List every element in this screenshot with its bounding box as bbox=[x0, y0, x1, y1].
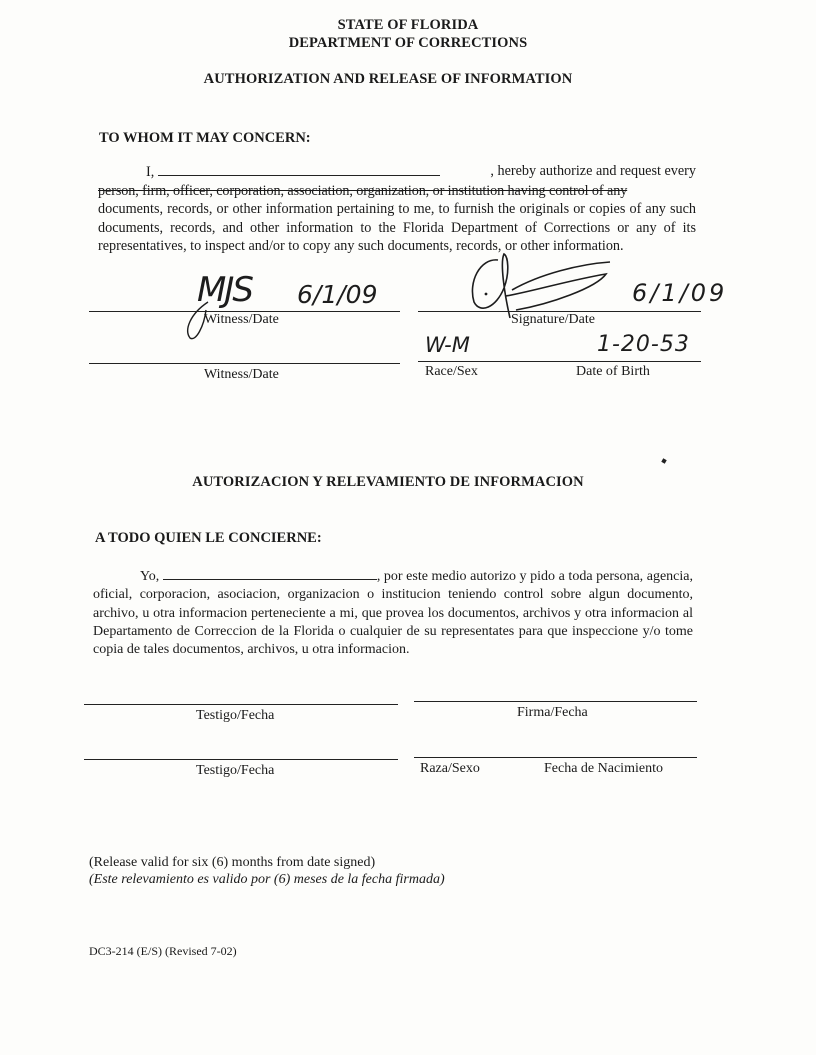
department-heading: DEPARTMENT OF CORRECTIONS bbox=[288, 35, 528, 51]
witness-date-label-2: Witness/Date bbox=[204, 367, 279, 382]
english-intro: I, bbox=[146, 164, 155, 180]
race-sex-label: Race/Sex bbox=[425, 364, 478, 379]
validity-note-spanish: (Este relevamiento es valido por (6) meses de la fecha firmada) bbox=[89, 872, 445, 887]
english-salutation: TO WHOM IT MAY CONCERN: bbox=[99, 130, 311, 146]
spanish-body-paragraph bbox=[93, 566, 693, 659]
validity-note-english: (Release valid for six (6) months from date signed) bbox=[89, 855, 376, 870]
date-of-birth-label: Date of Birth bbox=[576, 364, 650, 379]
spanish-salutation: A TODO QUIEN LE CONCIERNE: bbox=[95, 530, 322, 546]
english-body-paragraph bbox=[98, 162, 696, 256]
race-dob-line bbox=[418, 361, 701, 362]
english-name-blank[interactable] bbox=[158, 162, 440, 176]
form-number: DC3-214 (E/S) (Revised 7-02) bbox=[89, 944, 237, 958]
testigo-line-2 bbox=[84, 759, 398, 760]
spanish-name-blank[interactable] bbox=[163, 566, 377, 580]
firma-fecha-label: Firma/Fecha bbox=[517, 705, 588, 720]
signature-date-handwritten: 6/1/09 bbox=[632, 279, 728, 307]
witness-initials-handwritten: MJS bbox=[197, 270, 252, 310]
signature-date-label: Signature/Date bbox=[511, 312, 595, 327]
witness-date-label-1: Witness/Date bbox=[204, 312, 279, 327]
spanish-form-title: AUTORIZACION Y RELEVAMIENTO DE INFORMACION bbox=[192, 474, 584, 490]
race-sex-handwritten: W-M bbox=[425, 333, 470, 357]
raza-nacimiento-line bbox=[414, 757, 697, 758]
english-after-blank: , hereby authorize and request every bbox=[490, 163, 696, 179]
witness-line-2 bbox=[89, 363, 400, 364]
english-body-text: documents, records, or other information pertaining to me, to furnish the originals or copies of any such documents, records, and other information to the Florida Department of Corrections or any of its representatives, to inspect and/or to copy any such documents, records, or other information. bbox=[98, 201, 696, 255]
english-struck-line: person, firm, officer, corporation, association, organization, or institution having control of any bbox=[98, 182, 628, 199]
date-of-birth-handwritten: 1-20-53 bbox=[597, 332, 690, 357]
fecha-nacimiento-label: Fecha de Nacimiento bbox=[544, 761, 663, 776]
spanish-body-text: , por este medio autorizo y pido a toda persona, agencia, oficial, corporacion, asociacion, organizacion o institucion teniendo control sobre algun documento, archivo, u otra informacion perteneciente a mi, que provea los documentos, archivos y otra informacion al Departamento de Correccion de la Florida o cualquier de su representates para que inspeccione y/o tome copia de tales documentos, archivos, u otra informacion. bbox=[93, 569, 694, 658]
testigo-line-1 bbox=[84, 704, 398, 705]
stray-mark bbox=[661, 458, 666, 463]
testigo-fecha-label-1: Testigo/Fecha bbox=[196, 708, 275, 723]
firma-line bbox=[414, 701, 697, 702]
state-heading: STATE OF FLORIDA bbox=[337, 17, 479, 33]
signature-scrawl bbox=[460, 252, 620, 332]
english-form-title: AUTHORIZATION AND RELEASE OF INFORMATION bbox=[203, 71, 573, 87]
witness-signature-loop bbox=[180, 296, 230, 346]
testigo-fecha-label-2: Testigo/Fecha bbox=[196, 763, 275, 778]
witness-date-handwritten: 6/1/09 bbox=[297, 280, 378, 309]
raza-sexo-label: Raza/Sexo bbox=[420, 761, 480, 776]
spanish-intro: Yo, bbox=[140, 569, 160, 584]
